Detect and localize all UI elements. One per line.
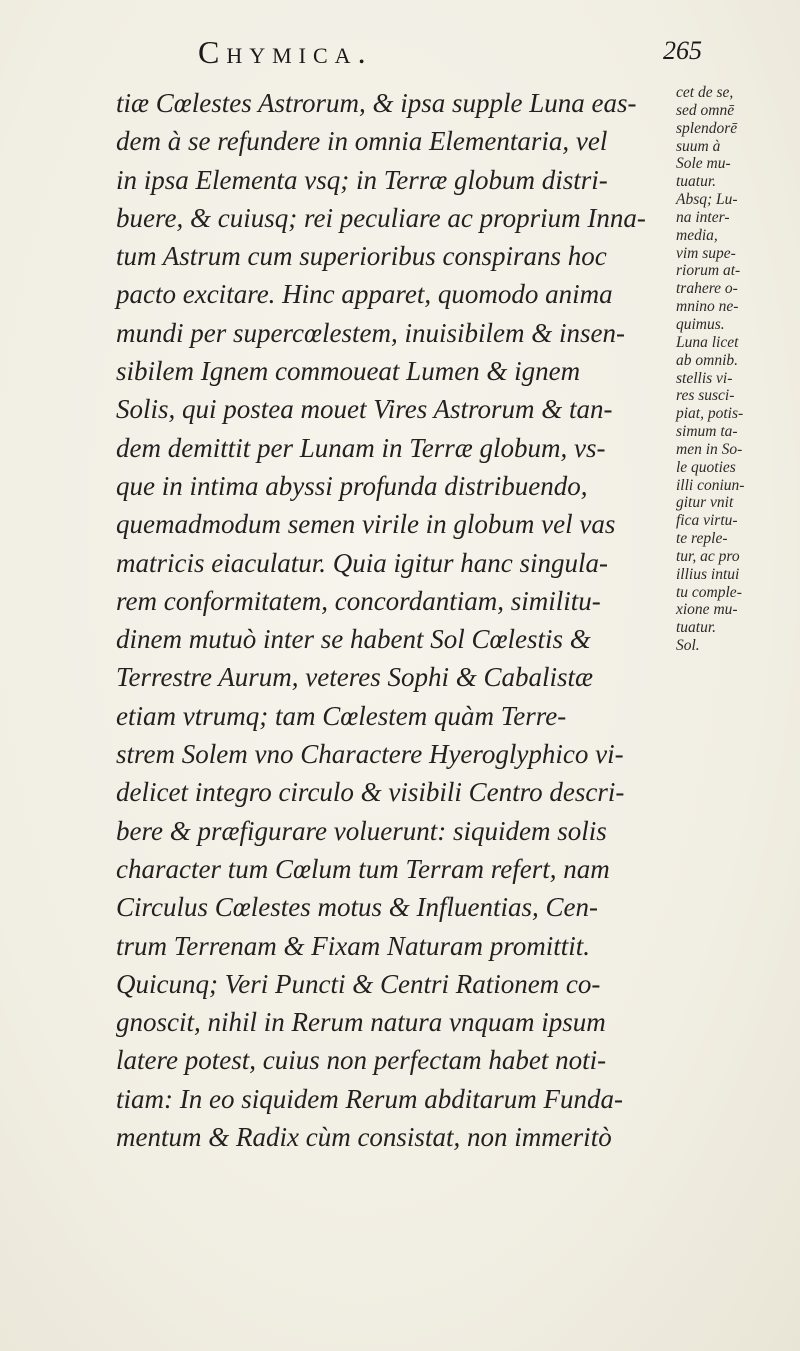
margin-note-line: tu comple-	[676, 583, 742, 601]
margin-note-line: illi coniun-	[676, 476, 745, 494]
running-title: Chymica.	[198, 34, 373, 70]
text-line: Quicunq; Veri Puncti & Centri Rationem co-	[116, 968, 601, 999]
text-line: strem Solem vno Charactere Hyeroglyphico vi-	[116, 739, 624, 770]
text-line: quemadmodum semen virile in globum vel vas	[116, 509, 616, 540]
margin-note-line: te reple-	[676, 530, 728, 548]
text-line: rem conformitatem, concordantiam, similitu-	[116, 585, 601, 616]
text-line: tum Astrum cum superioribus conspirans hoc	[116, 241, 607, 272]
text-line: tiæ Cœlestes Astrorum, & ipsa supple Luna eas-	[116, 88, 637, 118]
margin-note-line: Luna licet	[676, 333, 739, 351]
margin-notes	[676, 84, 800, 655]
text-line: etiam vtrumq; tam Cœlestem quàm Terre-	[116, 700, 567, 731]
margin-note-line: stellis vi-	[676, 369, 733, 387]
text-line: sibilem Ignem commoueat Lumen & ignem	[116, 356, 581, 387]
margin-note-line: Sol.	[676, 637, 700, 655]
text-line: latere potest, cuius non perfectam habet noti-	[116, 1045, 607, 1076]
main-text-block	[116, 84, 696, 1156]
text-line: que in intima abyssi profunda distribuendo,	[116, 470, 588, 501]
margin-note-line: piat, potis-	[676, 405, 744, 423]
margin-note-line: riorum at-	[676, 262, 741, 280]
text-line: gnoscit, nihil in Rerum natura vnquam ipsum	[116, 1007, 606, 1038]
text-line: Circulus Cœlestes motus & Influentias, Cen-	[116, 892, 598, 923]
margin-note-line: res susci-	[676, 387, 735, 405]
margin-note-line: vim supe-	[676, 244, 736, 262]
text-line: tiam: In eo siquidem Rerum abditarum Funda-	[116, 1083, 623, 1114]
page-header	[198, 34, 798, 74]
text-line: character tum Cœlum tum Terram refert, nam	[116, 853, 610, 884]
text-line: dem demittit per Lunam in Terræ globum, vs-	[116, 432, 606, 463]
page-number: 265	[663, 36, 702, 65]
margin-note-line: media,	[676, 226, 718, 244]
margin-note-line: suum à	[676, 137, 721, 155]
margin-note-line: quimus.	[676, 315, 725, 333]
text-line: matricis eiaculatur. Quia igitur hanc singula-	[116, 547, 608, 578]
text-line: buere, & cuiusq; rei peculiare ac proprium Inna-	[116, 202, 646, 233]
margin-note-line: tuatur.	[676, 619, 717, 637]
text-line: trum Terrenam & Fixam Naturam promittit.	[116, 930, 591, 961]
text-line: dem à se refundere in omnia Elementaria, vel	[116, 126, 608, 157]
margin-note-line: simum ta-	[676, 423, 738, 441]
text-line: mundi per supercœlestem, inuisibilem & insen-	[116, 317, 625, 348]
margin-note-line: tur, ac pro	[676, 547, 740, 565]
margin-note-line: gitur vnit	[676, 494, 734, 512]
margin-note-line: le quoties	[676, 458, 736, 476]
margin-note-line: xione mu-	[676, 601, 738, 619]
margin-note-line: trahere o-	[676, 280, 738, 298]
margin-note-line: men in So-	[676, 440, 743, 458]
margin-note-line: tuatur.	[676, 173, 717, 191]
margin-note-line: ab omnib.	[676, 351, 738, 369]
text-line: dinem mutuò inter se habent Sol Cœlestis &	[116, 624, 591, 655]
margin-note-line: sed omnē	[676, 101, 735, 119]
margin-note-line: Sole mu-	[676, 155, 731, 173]
text-line: in ipsa Elementa vsq; in Terræ globum distri-	[116, 164, 608, 195]
margin-note-line: fica virtu-	[676, 512, 738, 530]
text-line: mentum & Radix cùm consistat, non immeritò	[116, 1122, 612, 1153]
margin-note-line: cet de se,	[676, 84, 734, 101]
margin-note-line: na inter-	[676, 208, 730, 226]
text-line: pacto excitare. Hinc apparet, quomodo anima	[116, 279, 613, 310]
text-line: Terrestre Aurum, veteres Sophi & Cabalistæ	[116, 662, 594, 693]
text-line: Solis, qui postea mouet Vires Astrorum & tan-	[116, 394, 613, 425]
margin-note-line: mnino ne-	[676, 298, 739, 316]
margin-note-line: Absq; Lu-	[676, 191, 738, 209]
margin-note-line: splendorē	[676, 119, 738, 137]
text-line: bere & præfigurare voluerunt: siquidem solis	[116, 815, 607, 846]
text-line: delicet integro circulo & visibili Centro descri-	[116, 777, 625, 808]
margin-note-line: illius intui	[676, 565, 740, 583]
